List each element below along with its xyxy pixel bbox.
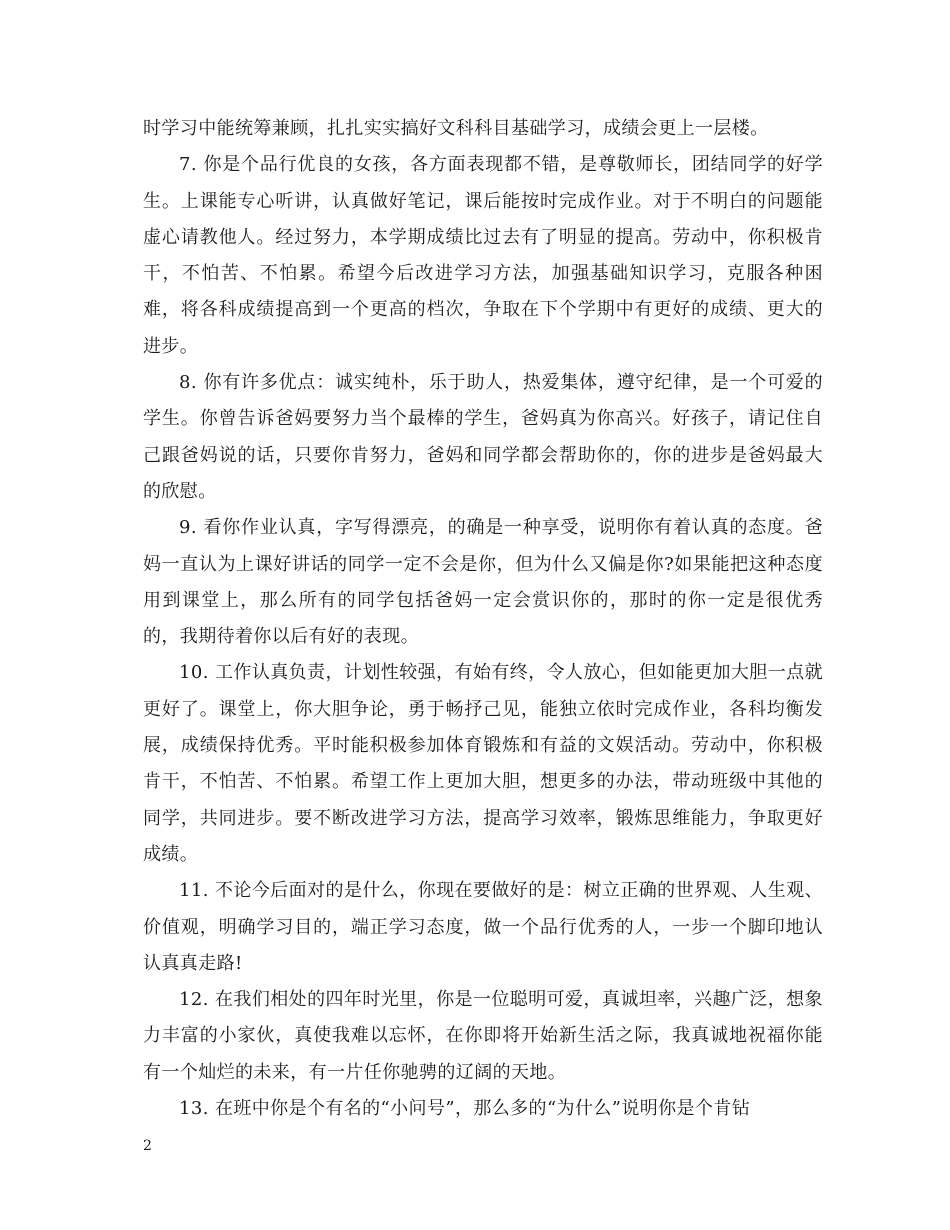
paragraph-item-13: 13. 在班中你是个有名的“小问号”，那么多的“为什么”说明你是个肯钻 [179,1098,751,1120]
paragraph-item-9: 9. 看你作业认真，字写得漂亮，的确是一种享受，说明你有着认真的态度。爸妈一直认为上课好讲话的同学一定不会是你，但为什么又偏是你?如果能把这种态度用到课堂上，那么所有的同学包括爸妈一定会赏识你的，那时的你一定是很优秀的，我期待着你以后有好的表现。 [143,517,823,648]
paragraph-item-10: 10. 工作认真负责，计划性较强，有始有终，令人放心，但如能更加大胆一点就更好了。课堂上，你大胆争论，勇于畅抒己见，能独立依时完成作业，各科均衡发展，成绩保持优秀。平时能积极参加体育锻炼和有益的文娱活动。劳动中，你积极肯干，不怕苦、不怕累。希望工作上更加大胆，想更多的办法，带动班级中其他的同学，共同进步。要不断改进学习方法，提高学习效率，锻炼思维能力，争取更好成绩。 [143,662,823,865]
paragraph-continuation: 时学习中能统筹兼顾，扎扎实实搞好文科科目基础学习，成绩会更上一层楼。 [143,118,769,139]
paragraph-item-11: 11. 不论今后面对的是什么，你现在要做好的是：树立正确的世界观、人生观、价值观，明确学习目的，端正学习态度，做一个品行优秀的人，一步一个脚印地认认真真走路! [143,880,823,974]
paragraph-item-12: 12. 在我们相处的四年时光里，你是一位聪明可爱，真诚坦率，兴趣广泛，想象力丰富的小家伙，真使我难以忘怀，在你即将开始新生活之际，我真诚地祝福你能有一个灿烂的未来，有一片任你驰骋的辽阔的天地。 [143,989,823,1083]
paragraph-item-7: 7. 你是个品行优良的女孩，各方面表现都不错，是尊敬师长，团结同学的好学生。上课能专心听讲，认真做好笔记，课后能按时完成作业。对于不明白的问题能虚心请教他人。经过努力，本学期成绩比过去有了明显的提高。劳动中，你积极肯干，不怕苦、不怕累。希望今后改进学习方法，加强基础知识学习，克服各种困难，将各科成绩提高到一个更高的档次，争取在下个学期中有更好的成绩、更大的进步。 [143,154,823,357]
document-body [143,111,823,1127]
page-number: 2 [143,1138,152,1154]
paragraph-item-8: 8. 你有许多优点：诚实纯朴，乐于助人，热爱集体，遵守纪律，是一个可爱的学生。你曾告诉爸妈要努力当个最棒的学生，爸妈真为你高兴。好孩子，请记住自己跟爸妈说的话，只要你肯努力，爸妈和同学都会帮助你的，你的进步是爸妈最大的欣慰。 [143,372,823,502]
